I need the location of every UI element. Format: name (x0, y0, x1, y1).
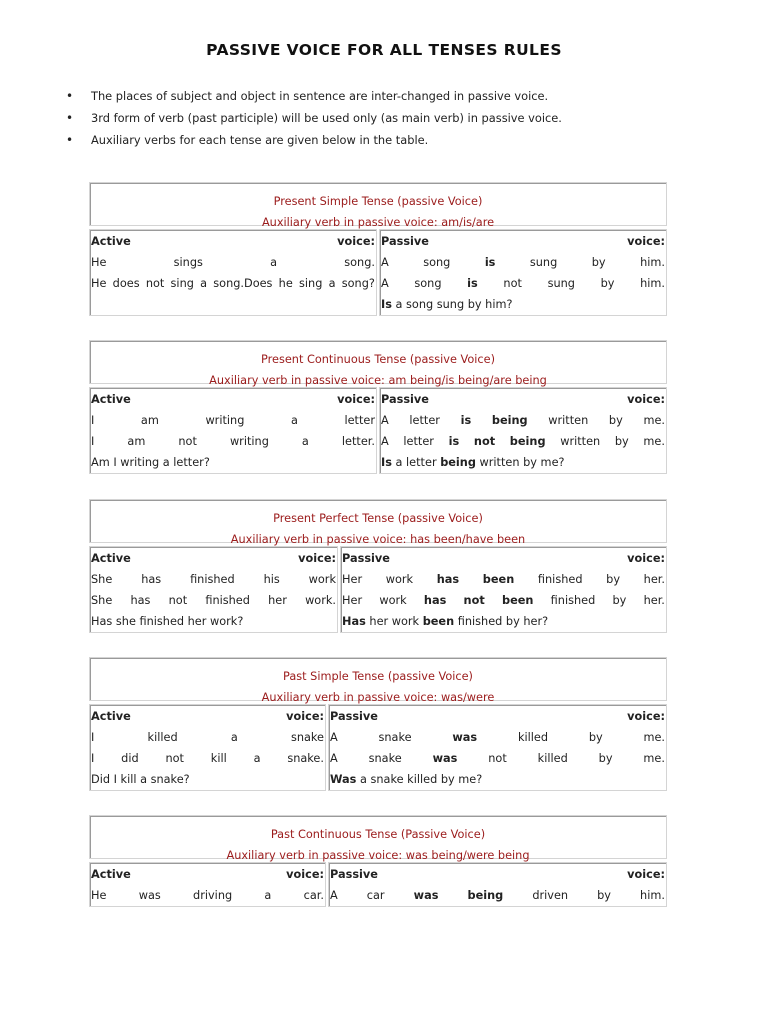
word: he (278, 277, 293, 290)
word (474, 431, 495, 452)
word: not (165, 752, 184, 765)
active-voice-heading (91, 548, 336, 569)
text-run: written (560, 435, 601, 448)
text-run: killed (537, 752, 568, 765)
word (548, 273, 575, 294)
passive-voice-cell (328, 862, 667, 907)
word: writing (229, 435, 269, 448)
text-run: finished by her? (454, 615, 549, 628)
text-run: letter (403, 435, 434, 448)
voice-label: voice: (286, 710, 324, 723)
text-run: A (381, 277, 389, 290)
bold-auxiliary: been (482, 573, 515, 586)
voice-label: voice: (337, 393, 375, 406)
word (643, 748, 665, 769)
word: I (91, 435, 95, 448)
active-voice-heading (91, 706, 324, 727)
word (538, 569, 583, 590)
word (530, 252, 557, 273)
text-run: letter (409, 414, 440, 427)
tense-title: Past Continuous Tense (Passive Voice) (270, 828, 486, 841)
passive-voice-cell (340, 546, 667, 633)
active-voice-cell (89, 229, 377, 316)
word: work. (305, 594, 336, 607)
text-run: work (379, 594, 407, 607)
word: snake. (287, 752, 324, 765)
tense-header (89, 815, 667, 862)
passive-sentence (330, 748, 665, 769)
voice-label: voice: (627, 710, 665, 723)
word (492, 410, 528, 431)
word (424, 590, 446, 611)
passive-sentence (342, 569, 665, 590)
word (433, 748, 458, 769)
passive-voice-heading (381, 231, 665, 252)
active-sentence (91, 748, 324, 769)
word (643, 431, 665, 452)
voice-label: voice: (627, 235, 665, 248)
active-sentence (91, 885, 324, 906)
passive-sentence (381, 410, 665, 431)
word: I (91, 752, 95, 765)
text-run: a letter (391, 456, 441, 469)
word (644, 590, 665, 611)
word (599, 748, 613, 769)
word (640, 885, 665, 906)
bold-auxiliary: is (460, 414, 472, 427)
word: finished (205, 594, 250, 607)
active-voice-heading (91, 231, 375, 252)
passive-sentence (381, 452, 665, 473)
word (330, 885, 338, 906)
word: I (91, 731, 95, 744)
word (643, 410, 665, 431)
word: kill (210, 752, 227, 765)
word: a (328, 277, 336, 290)
word (414, 273, 441, 294)
text-run: by (591, 256, 606, 269)
text-run: by (614, 435, 629, 448)
active-voice-cell (89, 704, 326, 791)
auxiliary-verbs: Auxiliary verb in passive voice: has been/have been (230, 533, 526, 546)
active-sentence (91, 590, 336, 611)
word: song? (341, 277, 375, 290)
word (409, 410, 440, 431)
text-run: A (381, 256, 389, 269)
text-run: A (381, 435, 389, 448)
auxiliary-verbs: Auxiliary verb in passive voice: was/were (261, 691, 495, 704)
word (483, 569, 514, 590)
active-sentence (91, 252, 375, 273)
passive-sentence (381, 273, 665, 294)
text-run: sung (547, 277, 575, 290)
active-voice-cell (89, 387, 377, 474)
active-label: Active (91, 235, 131, 248)
word (461, 410, 472, 431)
word (615, 431, 629, 452)
word (560, 431, 600, 452)
active-label: Active (91, 393, 131, 406)
text-run: by (600, 277, 615, 290)
auxiliary-verbs: Auxiliary verb in passive voice: am being/is being/are being (209, 374, 547, 387)
word: his (263, 573, 280, 586)
word: does (112, 277, 140, 290)
text-run: finished (537, 573, 583, 586)
word (510, 431, 546, 452)
word (643, 727, 665, 748)
text-run: a song sung by him? (391, 298, 513, 311)
word (485, 252, 496, 273)
word: She (91, 594, 113, 607)
active-sentence: Has she finished her work? (91, 615, 244, 628)
word (403, 431, 434, 452)
word (449, 431, 460, 452)
text-run: Her (342, 594, 363, 607)
word: am (140, 414, 159, 427)
word (367, 885, 385, 906)
bold-auxiliary: been (501, 594, 534, 607)
rule-item: • 3rd form of verb (past participle) will be used only (as main verb) in passive voice. (66, 107, 562, 129)
voice-label: voice: (627, 393, 665, 406)
bold-auxiliary: not (473, 435, 496, 448)
passive-sentence (342, 611, 665, 632)
text-run: him. (640, 277, 665, 290)
word (606, 569, 620, 590)
passive-sentence (381, 431, 665, 452)
word: a (290, 414, 298, 427)
passive-voice-heading (342, 548, 665, 569)
text-run: me. (643, 435, 665, 448)
bold-auxiliary: not (463, 594, 485, 607)
word (379, 590, 406, 611)
word (381, 431, 389, 452)
word: was (138, 889, 161, 902)
bold-auxiliary: being (440, 456, 476, 469)
word (423, 252, 450, 273)
tense-section (89, 657, 667, 791)
word: work (308, 573, 336, 586)
word: sing (299, 277, 323, 290)
tense-section (89, 815, 667, 907)
word: She (91, 573, 113, 586)
tense-header (89, 499, 667, 546)
bold-auxiliary: is (448, 435, 460, 448)
bold-auxiliary: was (413, 889, 439, 902)
word: driving (193, 889, 233, 902)
text-run: Her (342, 573, 363, 586)
text-run: her. (643, 573, 665, 586)
bold-auxiliary: was (432, 752, 458, 765)
voice-label: voice: (337, 235, 375, 248)
text-run: written (548, 414, 589, 427)
passive-voice-heading (330, 706, 665, 727)
passive-label: Passive (342, 552, 390, 565)
word: a (264, 889, 272, 902)
passive-voice-heading (381, 389, 665, 410)
word: sing (170, 277, 194, 290)
bold-auxiliary: Is (381, 298, 392, 311)
bold-auxiliary: Was (330, 773, 357, 786)
word (464, 590, 485, 611)
voice-label: voice: (286, 868, 324, 881)
active-voice-heading (91, 864, 324, 885)
text-run: by (588, 731, 603, 744)
word: a (200, 277, 208, 290)
text-run: snake (378, 731, 412, 744)
bold-auxiliary: was (452, 731, 478, 744)
tense-title: Present Simple Tense (passive Voice) (273, 195, 483, 208)
example-row (89, 229, 667, 316)
passive-voice-cell (328, 704, 667, 791)
word: not (178, 435, 197, 448)
tense-section (89, 340, 667, 474)
word: did (121, 752, 139, 765)
word: killed (147, 731, 178, 744)
bold-auxiliary: been (422, 615, 455, 628)
text-run: A (330, 752, 338, 765)
active-sentence (91, 410, 375, 431)
word (503, 273, 522, 294)
text-run: song (423, 256, 451, 269)
passive-label: Passive (330, 868, 378, 881)
tense-section (89, 499, 667, 633)
word (468, 885, 504, 906)
active-voice-cell (89, 862, 326, 907)
active-sentence (91, 569, 336, 590)
passive-label: Passive (381, 393, 429, 406)
passive-voice-cell (379, 229, 667, 316)
word: am (127, 435, 146, 448)
word (601, 273, 615, 294)
word (518, 727, 548, 748)
text-run: him. (640, 889, 665, 902)
rule-item: • Auxiliary verbs for each tense are given below in the table. (66, 129, 562, 151)
bold-auxiliary: being (509, 435, 546, 448)
text-run: song (414, 277, 442, 290)
bold-auxiliary: has (436, 573, 460, 586)
active-sentence: Did I kill a snake? (91, 773, 190, 786)
word: a (230, 731, 238, 744)
passive-sentence (330, 885, 665, 906)
text-run: by (612, 594, 627, 607)
text-run: work (385, 573, 414, 586)
text-run: me. (643, 752, 665, 765)
word: writing (205, 414, 245, 427)
active-label: Active (91, 552, 131, 565)
word: song. (344, 256, 375, 269)
text-run: a snake killed by me? (356, 773, 483, 786)
word (488, 748, 507, 769)
word (644, 569, 665, 590)
active-sentence (91, 431, 375, 452)
active-sentence: Am I writing a letter? (91, 456, 210, 469)
active-voice-cell (89, 546, 338, 633)
word: car. (303, 889, 324, 902)
passive-sentence (342, 590, 665, 611)
word (613, 590, 627, 611)
word (381, 273, 389, 294)
word (379, 727, 412, 748)
word: a (270, 256, 278, 269)
word (640, 273, 665, 294)
passive-voice-heading (330, 864, 665, 885)
word (589, 727, 603, 748)
word (437, 569, 459, 590)
word: a (253, 752, 261, 765)
text-run: her work (365, 615, 423, 628)
voice-label: voice: (627, 868, 665, 881)
passive-sentence (381, 252, 665, 273)
word (592, 252, 606, 273)
tense-header (89, 657, 667, 704)
bold-auxiliary: is (467, 277, 478, 290)
text-run: car (366, 889, 385, 902)
passive-sentence (381, 294, 665, 315)
text-run: by (608, 414, 623, 427)
text-run: not (503, 277, 522, 290)
text-run: snake (368, 752, 402, 765)
word (502, 590, 533, 611)
active-voice-heading (91, 389, 375, 410)
tense-header (89, 340, 667, 387)
tense-title: Past Simple Tense (passive Voice) (283, 670, 473, 683)
word: finished (190, 573, 235, 586)
text-run: killed (517, 731, 549, 744)
word (342, 569, 362, 590)
active-sentence (91, 273, 375, 294)
word: snake (290, 731, 324, 744)
bold-auxiliary: has (423, 594, 447, 607)
word (609, 410, 623, 431)
text-run: him. (640, 256, 665, 269)
tense-title: Present Continuous Tense (passive Voice) (261, 353, 495, 366)
word (369, 748, 402, 769)
passive-sentence (330, 727, 665, 748)
bold-auxiliary: Has (342, 615, 366, 628)
word: He (91, 277, 107, 290)
word (548, 410, 588, 431)
text-run: written by me? (475, 456, 565, 469)
tense-header (89, 182, 667, 229)
text-run: me. (643, 414, 665, 427)
word (330, 748, 338, 769)
voice-label: voice: (298, 552, 336, 565)
text-run: me. (643, 731, 665, 744)
active-sentence (91, 727, 324, 748)
word (551, 590, 596, 611)
text-run: A (330, 731, 338, 744)
active-label: Active (91, 868, 131, 881)
auxiliary-verbs: Auxiliary verb in passive voice: was being/were being (226, 849, 530, 862)
tense-title: Present Perfect Tense (passive Voice) (273, 512, 483, 525)
example-row (89, 704, 667, 791)
word: letter. (341, 435, 375, 448)
word: has (130, 594, 151, 607)
text-run: her. (643, 594, 665, 607)
bold-auxiliary: being (467, 889, 504, 902)
word (381, 252, 389, 273)
text-run: sung (529, 256, 558, 269)
passive-sentence (330, 769, 665, 790)
word: He (91, 889, 107, 902)
tense-section (89, 182, 667, 316)
text-run: by (606, 573, 621, 586)
word: sings (173, 256, 203, 269)
word: song.Does (213, 277, 273, 290)
word (452, 727, 477, 748)
word: letter (344, 414, 375, 427)
example-row (89, 546, 667, 633)
rule-item: • The places of subject and object in sentence are inter-changed in passive voice. (66, 85, 562, 107)
text-run: A (381, 414, 389, 427)
word: not (145, 277, 165, 290)
passive-voice-cell (379, 387, 667, 474)
word: her (268, 594, 287, 607)
auxiliary-verbs: Auxiliary verb in passive voice: am/is/are (261, 216, 495, 229)
voice-label: voice: (627, 552, 665, 565)
word: I (91, 414, 95, 427)
text-run: A (330, 889, 338, 902)
bold-auxiliary: Is (381, 456, 392, 469)
word (386, 569, 413, 590)
word (342, 590, 362, 611)
page-title: PASSIVE VOICE FOR ALL TENSES RULES (206, 41, 562, 59)
word: not (168, 594, 188, 607)
word (640, 252, 665, 273)
word: a (301, 435, 309, 448)
word (330, 727, 338, 748)
word (381, 410, 389, 431)
example-row (89, 862, 667, 907)
word (538, 748, 568, 769)
example-row (89, 387, 667, 474)
word: He (91, 256, 107, 269)
word: has (141, 573, 162, 586)
rules-list (66, 85, 562, 151)
text-run: by (598, 752, 613, 765)
passive-label: Passive (330, 710, 378, 723)
text-run: driven (532, 889, 569, 902)
passive-label: Passive (381, 235, 429, 248)
blank-line (91, 294, 375, 315)
bold-auxiliary: being (491, 414, 528, 427)
text-run: not (488, 752, 507, 765)
active-label: Active (91, 710, 131, 723)
word (597, 885, 611, 906)
word (467, 273, 478, 294)
text-run: by (597, 889, 611, 902)
word (532, 885, 568, 906)
word (414, 885, 439, 906)
bold-auxiliary: is (484, 256, 496, 269)
text-run: finished (550, 594, 596, 607)
